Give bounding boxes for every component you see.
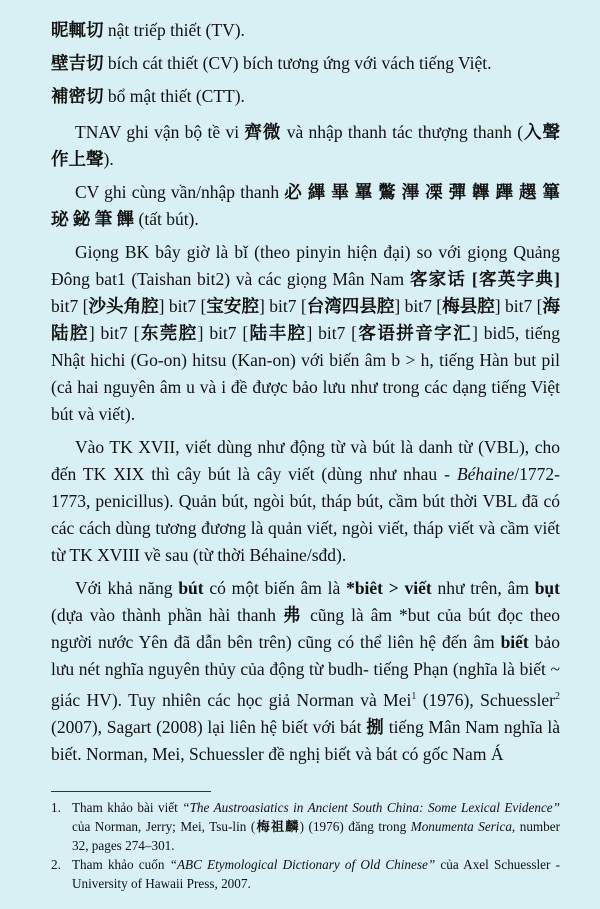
footnote-text: Tham khảo cuốn “ABC Etymological Dictionary of Old Chinese” của Axel Schuessler - University of Hawaii Press, 2007. [72,857,561,891]
paragraph-cv [51,179,560,233]
footnote-2 [51,855,560,893]
hanzi: 台湾四县腔 [306,296,395,316]
text: ] bit7 [ [306,323,357,343]
text-bold: *biêt > viết [346,578,432,598]
text: tiếng Mân Nam nghĩa là biết. Norman, Mei, Schuessler đề nghị biết và bát có gốc Nam Á [51,716,561,764]
footnote-divider [51,791,211,792]
text: Vào TK XVII, viết dùng như động từ và bút là danh từ (VBL), cho đến TK XIX thì cây bút là cây viết (dùng như nhau - [51,437,560,484]
footnote-ref[interactable]: 2 [555,691,560,702]
hanzi: 昵輒切 [51,20,104,40]
text-line [51,14,560,47]
paragraph-tnav [51,119,560,173]
footnote-number: 2. [51,857,61,872]
paragraph-bk [51,239,560,428]
text: ] bit7 [ [494,296,543,316]
text: ] bit7 [ [394,296,443,316]
hanzi: 入聲作上聲 [51,122,561,169]
footnote-ref[interactable]: 1 [411,691,417,702]
text-bold: biết [500,632,529,652]
hanzi: 壁吉切 [51,53,104,73]
hanzi: 东莞腔 [139,323,198,343]
text: như trên, âm [431,578,535,598]
paragraph-vbl [51,434,560,569]
text: ] bit7 [ [197,323,249,343]
hanzi: 弗 [283,605,304,625]
text: (dựa vào thành phần hài thanh [51,605,284,625]
line-text: bổ mật thiết (CTT). [103,86,245,106]
text: Giọng BK bây giờ là bǐ (theo pinyin hiện đại) so với giọng Quảng Đông bat1 (Taishan bit2) và các giọng Mân Nam [51,242,560,289]
hanzi: 必 縪 畢 罼 鷩 滭 凓 彈 韠 蹕 趩 篳 珌 鉍 筆 饆 [51,182,561,229]
paragraph-but [51,575,560,768]
text: (tất bút). [134,209,199,229]
text: CV ghi cùng vần/nhập thanh [75,182,285,202]
hanzi: 沙头角腔 [88,296,159,316]
text-line [51,80,560,113]
line-text: nật triếp thiết (TV). [103,20,245,40]
hanzi: 陆丰腔 [248,323,307,343]
line-text: bích cát thiết (CV) bích tương ứng với vách tiếng Việt. [103,53,492,73]
text: Với khả năng [75,578,179,598]
footnote-text: Tham khảo bài viết “The Austroasiatics in Ancient South China: Some Lexical Evidence” của Norman, Jerry; Mei, Tsu-lin (梅祖麟) (1976) đăng trong Monumenta Serica, number 32, pages 274–301. [72,800,561,853]
text-italic: Béhaine [456,464,515,484]
text: /1772-1773, penicillus). Quản bút, ngòi bút, tháp bút, cầm bút thời VBL đã có các cách dùng tương đương là quản viết, ngòi viết, tháp viết và cầm viết từ TK XVIII về sau (từ thời Béhaine/sđd). [51,464,560,565]
hanzi: 齊微 [244,122,282,142]
text: ] bid5, tiếng Nhật hichi (Go-on) hitsu (Kan-on) với biến âm b > h, tiếng Hàn but pil (cả hai nguyên âm u và i đề được bảo lưu như trong các dạng tiếng Việt bút và viết). [51,323,561,424]
text: bảo lưu nét nghĩa nguyên thủy của động từ budh- tiếng Phạn (nghĩa là biết ~ giác HV). Tuy nhiên các học giả Norman và Mei [51,632,560,710]
text: ] bit7 [ [259,296,307,316]
footnote-1 [51,798,560,855]
text: (1976), Schuessler [416,689,555,710]
hanzi: 捌 [366,716,385,737]
hanzi: 客语拼音字汇 [356,323,473,343]
text: ). [103,149,114,169]
hanzi: 補密切 [51,86,104,106]
text: và nhập thanh tác thượng thanh ( [281,122,524,142]
hanzi: 海陆腔 [51,296,561,343]
text-bold: bút [178,578,204,598]
text: ] bit7 [ [88,323,140,343]
footnote-number: 1. [51,800,61,815]
text: ] bit7 [ [158,296,207,316]
hanzi: 宝安腔 [206,296,259,316]
text: cũng là âm *but của bút đọc theo người nước Yên đã dẫn bên trên) cũng có thể liên hệ đến âm [51,605,560,652]
text: có một biến âm là [203,578,347,598]
text-bold: bụt [534,578,560,598]
text: TNAV ghi vận bộ tề vi [75,122,245,142]
hanzi: 梅县腔 [442,296,495,316]
text-line [51,47,560,80]
text: bit7 [ [51,296,89,316]
footnotes [51,798,560,893]
text: (2007), Sagart (2008) lại liên hệ biết với bát [51,716,367,737]
hanzi: 客家话 [客英字典] [409,269,560,289]
